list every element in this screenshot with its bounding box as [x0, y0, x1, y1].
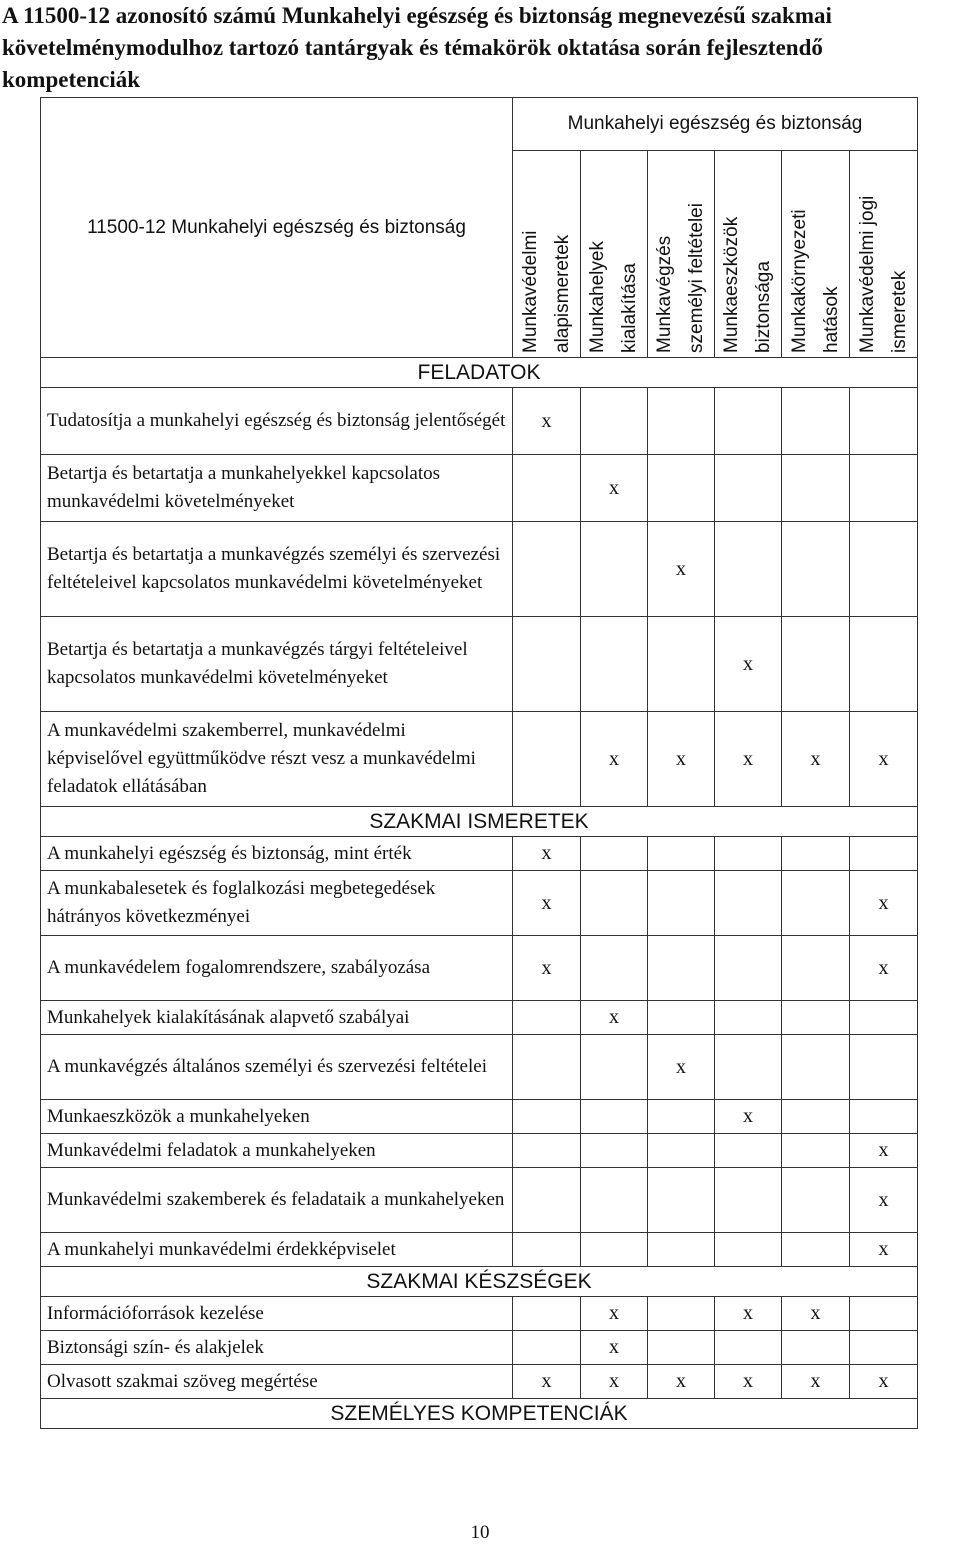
x-mark: x: [541, 409, 552, 432]
table-row: [41, 1168, 918, 1233]
row-label: Olvasott szakmai szöveg megértése: [41, 1365, 513, 1399]
x-mark: x: [743, 1105, 753, 1127]
column-header: [513, 151, 581, 358]
table-row: [41, 936, 918, 1001]
mark-cell: [782, 1035, 850, 1100]
mark-cell: [513, 1168, 581, 1233]
mark-cell: [850, 1297, 918, 1331]
column-header: [581, 151, 648, 358]
x-mark: x: [743, 747, 753, 770]
x-mark: x: [810, 1302, 821, 1324]
mark-cell: [782, 1331, 850, 1365]
mark-cell: [648, 455, 715, 522]
mark-cell: [715, 1168, 782, 1233]
x-mark: x: [541, 1370, 552, 1392]
mark-cell-checked: [850, 712, 918, 807]
mark-cell: [850, 455, 918, 522]
mark-cell-checked: [581, 712, 648, 807]
x-mark: x: [743, 1370, 753, 1392]
table-row: [41, 522, 918, 617]
mark-cell: [782, 871, 850, 936]
table-row: [41, 1001, 918, 1035]
mark-cell: [581, 837, 648, 871]
mark-cell: [782, 936, 850, 1001]
x-mark: x: [609, 747, 619, 770]
mark-cell-checked: [513, 936, 581, 1001]
mark-cell: [715, 1035, 782, 1100]
mark-cell: [648, 1001, 715, 1035]
x-mark: x: [541, 956, 552, 979]
mark-cell-checked: [850, 871, 918, 936]
mark-cell: [581, 1035, 648, 1100]
mark-cell: [513, 617, 581, 712]
table-row: [41, 1233, 918, 1267]
mark-cell: [648, 1168, 715, 1233]
mark-cell: [782, 1233, 850, 1267]
mark-cell: [648, 1297, 715, 1331]
row-label: Tudatosítja a munkahelyi egészség és biztonság jelentőségét: [41, 388, 513, 455]
x-mark: x: [878, 1188, 889, 1211]
mark-cell: [850, 1001, 918, 1035]
x-mark: x: [609, 1302, 619, 1324]
table-row: [41, 1134, 918, 1168]
x-mark: x: [541, 842, 552, 864]
mark-cell: [648, 1100, 715, 1134]
mark-cell: [782, 455, 850, 522]
mark-cell: [782, 837, 850, 871]
x-mark: x: [676, 1055, 686, 1078]
mark-cell: [850, 1100, 918, 1134]
mark-cell: [648, 1331, 715, 1365]
x-mark: x: [609, 1336, 619, 1358]
mark-cell-checked: [715, 617, 782, 712]
competency-table: [40, 97, 918, 1429]
mark-cell: [581, 936, 648, 1001]
section-label: FELADATOK: [41, 358, 918, 388]
mark-cell: [782, 1100, 850, 1134]
page-heading: A 11500-12 azonosító számú Munkahelyi egészség és biztonság megnevezésű szakmai követelménymodulhoz tartozó tantárgyak és témakörök oktatása során fejlesztendő kompetenciák: [2, 3, 832, 92]
mark-cell: [581, 617, 648, 712]
mark-cell: [513, 1100, 581, 1134]
mark-cell: [648, 871, 715, 936]
table-row: [41, 1365, 918, 1399]
mark-cell: [715, 936, 782, 1001]
mark-cell: [581, 1100, 648, 1134]
section-label: SZEMÉLYES KOMPETENCIÁK: [41, 1399, 918, 1429]
mark-cell: [715, 455, 782, 522]
mark-cell: [850, 837, 918, 871]
mark-cell: [513, 455, 581, 522]
mark-cell: [715, 522, 782, 617]
mark-cell-checked: [513, 388, 581, 455]
table-row: [41, 1035, 918, 1100]
column-header: [782, 151, 850, 358]
mark-cell: [648, 936, 715, 1001]
table-row: [41, 1331, 918, 1365]
mark-cell-checked: [581, 1001, 648, 1035]
column-header: [850, 151, 918, 358]
x-mark: x: [676, 1370, 686, 1392]
x-mark: x: [878, 1238, 889, 1260]
x-mark: x: [609, 1006, 619, 1028]
column-header-text: Munkahelyek kialakítása: [587, 241, 640, 353]
column-header-text: Munkakörnyezeti hatások: [788, 209, 842, 353]
module-header-text: 11500-12 Munkahelyi egészség és biztonság: [87, 216, 466, 238]
mark-cell-checked: [715, 1365, 782, 1399]
mark-cell: [648, 388, 715, 455]
x-mark: x: [743, 1302, 753, 1324]
group-header-text: Munkahelyi egészség és biztonság: [567, 113, 863, 134]
mark-cell: [581, 388, 648, 455]
mark-cell-checked: [782, 1297, 850, 1331]
column-header-text: Munkaeszközök biztonsága: [721, 216, 774, 353]
column-header: [648, 151, 715, 358]
mark-cell: [581, 1233, 648, 1267]
mark-cell-checked: [715, 712, 782, 807]
x-mark: x: [676, 557, 686, 580]
table-row: [41, 871, 918, 936]
mark-cell-checked: [782, 712, 850, 807]
mark-cell-checked: [715, 1100, 782, 1134]
group-header: [513, 98, 918, 151]
mark-cell-checked: [648, 712, 715, 807]
mark-cell: [513, 1035, 581, 1100]
mark-cell: [513, 1297, 581, 1331]
mark-cell: [513, 1001, 581, 1035]
mark-cell: [581, 1134, 648, 1168]
mark-cell-checked: [581, 455, 648, 522]
x-mark: x: [878, 747, 889, 770]
x-mark: x: [878, 1370, 889, 1392]
x-mark: x: [676, 747, 686, 770]
mark-cell: [715, 1331, 782, 1365]
mark-cell: [782, 617, 850, 712]
row-label: A munkahelyi munkavédelmi érdekképviselet: [41, 1233, 513, 1267]
mark-cell: [715, 388, 782, 455]
mark-cell: [715, 837, 782, 871]
table-row: [41, 837, 918, 871]
section-label: SZAKMAI ISMERETEK: [41, 807, 918, 837]
page-number: 10: [470, 1522, 490, 1543]
row-label: A munkahelyi egészség és biztonság, mint érték: [41, 837, 513, 871]
mark-cell: [715, 871, 782, 936]
x-mark: x: [609, 1370, 619, 1392]
x-mark: x: [541, 891, 552, 914]
module-header: [41, 98, 513, 358]
mark-cell-checked: [850, 1365, 918, 1399]
x-mark: x: [878, 891, 889, 914]
mark-cell-checked: [850, 936, 918, 1001]
mark-cell: [782, 1168, 850, 1233]
mark-cell: [581, 1168, 648, 1233]
x-mark: x: [878, 956, 889, 979]
mark-cell: [648, 1134, 715, 1168]
mark-cell-checked: [581, 1331, 648, 1365]
mark-cell-checked: [850, 1134, 918, 1168]
x-mark: x: [810, 1370, 821, 1392]
section-row: [41, 807, 918, 837]
mark-cell-checked: [850, 1233, 918, 1267]
row-label: A munkavédelmi szakemberrel, munkavédelmi képviselővel együttműködve részt vesz a munkavédelmi feladatok ellátásában: [41, 712, 513, 807]
mark-cell-checked: [581, 1297, 648, 1331]
mark-cell-checked: [715, 1297, 782, 1331]
mark-cell: [850, 1035, 918, 1100]
mark-cell: [782, 1001, 850, 1035]
row-label: Munkahelyek kialakításának alapvető szabályai: [41, 1001, 513, 1035]
mark-cell: [715, 1233, 782, 1267]
mark-cell: [513, 1134, 581, 1168]
row-label: A munkavédelem fogalomrendszere, szabályozása: [41, 936, 513, 1001]
table-row: [41, 712, 918, 807]
x-mark: x: [810, 747, 821, 770]
row-label: Információforrások kezelése: [41, 1297, 513, 1331]
mark-cell: [850, 1331, 918, 1365]
mark-cell-checked: [648, 522, 715, 617]
mark-cell: [782, 1134, 850, 1168]
table-row: [41, 388, 918, 455]
section-row: [41, 1399, 918, 1429]
mark-cell: [513, 1233, 581, 1267]
mark-cell: [648, 837, 715, 871]
mark-cell-checked: [648, 1365, 715, 1399]
row-label: A munkabalesetek és foglalkozási megbetegedések hátrányos következményei: [41, 871, 513, 936]
table-row: [41, 1100, 918, 1134]
mark-cell: [581, 871, 648, 936]
mark-cell: [782, 388, 850, 455]
row-label: Munkavédelmi feladatok a munkahelyeken: [41, 1134, 513, 1168]
mark-cell: [850, 522, 918, 617]
section-row: [41, 358, 918, 388]
mark-cell-checked: [513, 1365, 581, 1399]
column-header-text: Munkavédelmi alapismeretek: [519, 230, 573, 353]
section-label: SZAKMAI KÉSZSÉGEK: [41, 1267, 918, 1297]
x-mark: x: [609, 476, 619, 499]
mark-cell: [513, 1331, 581, 1365]
mark-cell: [648, 617, 715, 712]
x-mark: x: [743, 652, 753, 675]
row-label: Munkaeszközök a munkahelyeken: [41, 1100, 513, 1134]
mark-cell-checked: [513, 837, 581, 871]
mark-cell-checked: [850, 1168, 918, 1233]
mark-cell: [782, 522, 850, 617]
row-label: Betartja és betartatja a munkahelyekkel kapcsolatos munkavédelmi követelményeket: [41, 455, 513, 522]
mark-cell: [581, 522, 648, 617]
mark-cell-checked: [513, 871, 581, 936]
row-label: Betartja és betartatja a munkavégzés személyi és szervezési feltételeivel kapcsolatos munkavédelmi követelményeket: [41, 522, 513, 617]
row-label: A munkavégzés általános személyi és szervezési feltételei: [41, 1035, 513, 1100]
table-row: [41, 617, 918, 712]
mark-cell: [850, 617, 918, 712]
mark-cell: [850, 388, 918, 455]
mark-cell-checked: [648, 1035, 715, 1100]
section-row: [41, 1267, 918, 1297]
row-label: Betartja és betartatja a munkavégzés tárgyi feltételeivel kapcsolatos munkavédelmi követelményeket: [41, 617, 513, 712]
row-label: Munkavédelmi szakemberek és feladataik a munkahelyeken: [41, 1168, 513, 1233]
table-row: [41, 455, 918, 522]
table-row: [41, 1297, 918, 1331]
row-label: Biztonsági szín- és alakjelek: [41, 1331, 513, 1365]
x-mark: x: [878, 1139, 889, 1161]
column-header-text: Munkavédelmi jogi ismeretek: [856, 195, 910, 353]
column-header: [715, 151, 782, 358]
mark-cell-checked: [782, 1365, 850, 1399]
mark-cell: [715, 1134, 782, 1168]
mark-cell: [648, 1233, 715, 1267]
mark-cell: [513, 522, 581, 617]
mark-cell: [513, 712, 581, 807]
mark-cell-checked: [581, 1365, 648, 1399]
mark-cell: [715, 1001, 782, 1035]
column-header-text: Munkavégzés személyi feltételei: [654, 203, 707, 353]
